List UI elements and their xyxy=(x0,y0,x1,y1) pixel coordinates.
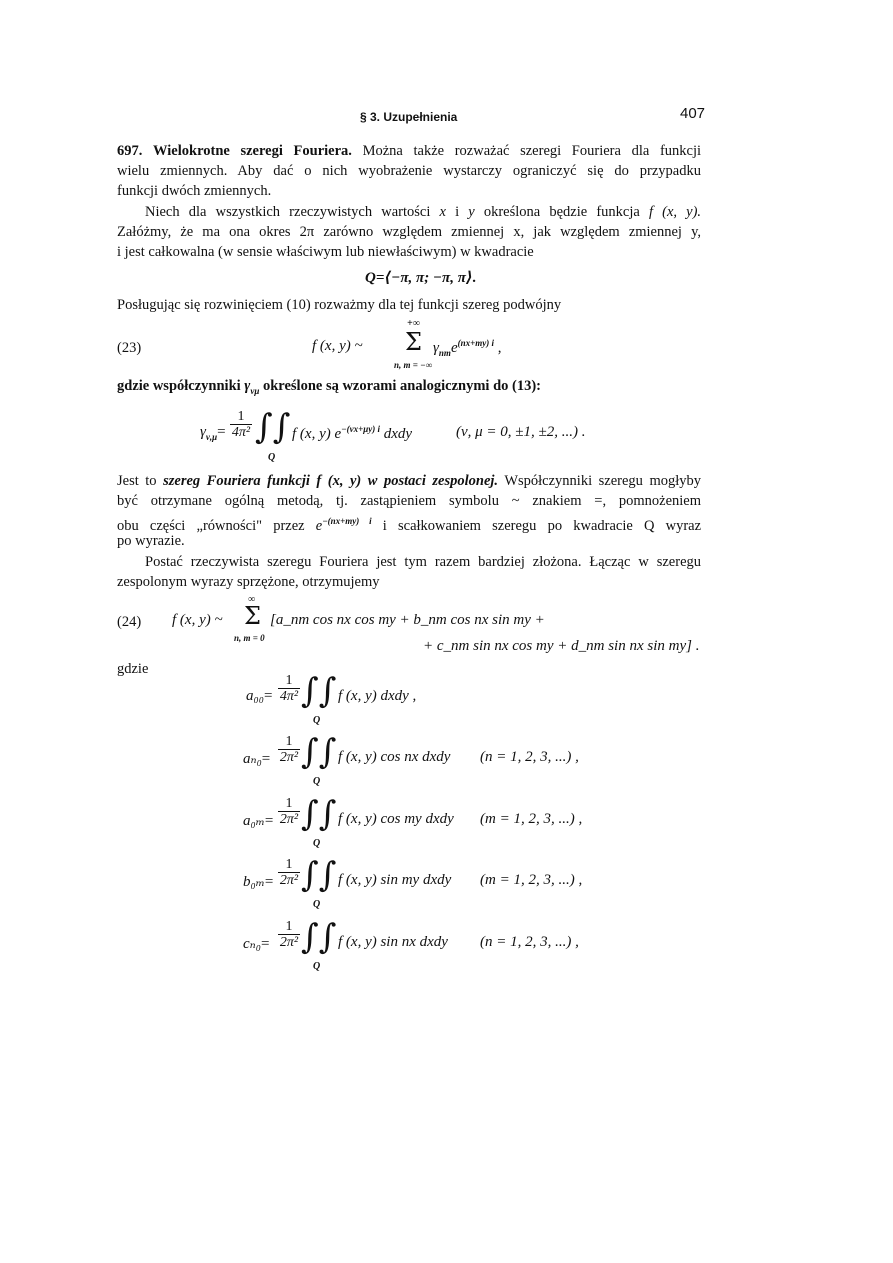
equation-q-region: Q=⟨−π, π; −π, π⟩. xyxy=(365,270,477,286)
formula-a00-integral: ∫∫ xyxy=(301,671,337,711)
sum-lower-limit: n, m = −∞ xyxy=(394,360,433,370)
section-number: 697. xyxy=(117,143,143,159)
defined-term: szereg Fouriera funkcji f (x, y) w postaci zespolonej. xyxy=(163,473,499,489)
equation-tag-23: (23) xyxy=(117,340,142,356)
formula-a00-body: f (x, y) dxdy , xyxy=(338,688,417,704)
differential: dxdy xyxy=(383,426,413,442)
page-number: 407 xyxy=(680,105,706,122)
formula-a00-lhs: a₀₀= xyxy=(246,688,273,704)
formula-a00-fraction: 1 4π² xyxy=(279,673,299,704)
paragraph-3: Posługując się rozwinięciem (10) rozważmy dla tej funkcji szereg podwójny xyxy=(117,297,562,313)
gamma-lhs: $\gamma_{\nu,\mu}=$ xyxy=(200,424,226,442)
equation-24-lhs: f (x, y) ~ xyxy=(172,612,223,628)
paragraph-4-line-3: obu części „równości" przez $e^{-(nx+my) i}$ i scałkowaniem szeregu po kwadracie Q wyraz xyxy=(117,516,702,534)
fraction-1-over-4pi2: 1 4π² xyxy=(231,409,251,440)
double-integral-sign: ∫∫ xyxy=(255,407,291,447)
superscript: (nx+my) i xyxy=(457,338,494,348)
formula-an0-integral: ∫∫ xyxy=(301,732,337,772)
text-fragment: Niech dla wszystkich rzeczywistych wartości xyxy=(145,204,431,220)
equation-23-lhs: f (x, y) ~ xyxy=(312,338,363,354)
formula-an0-fraction: 1 2π² xyxy=(279,734,299,765)
formula-an0-region: Q xyxy=(313,776,321,787)
text-fragment: określona będzie funkcja xyxy=(483,204,640,220)
gamma-condition: (ν, μ = 0, ±1, ±2, ...) . xyxy=(456,424,586,440)
formula-cn0-lhs: cₙ₀= xyxy=(243,936,270,952)
paragraph-4-line-4: po wyrazie. xyxy=(117,533,185,549)
formula-an0-condition: (n = 1, 2, 3, ...) , xyxy=(480,749,579,765)
formula-b0m-condition: (m = 1, 2, 3, ...) , xyxy=(480,872,583,888)
paragraph-697-line-2: wielu zmiennych. Aby dać o nich wyobrażenie wystarczy ograniczyć się do przypadku xyxy=(117,163,701,179)
formula-b0m-integral: ∫∫ xyxy=(301,855,337,895)
paragraph-2-line-1 xyxy=(145,203,701,221)
formula-an0-body: f (x, y) cos nx dxdy xyxy=(338,749,451,765)
formula-a0m-lhs: a₀ₘ= xyxy=(243,813,274,829)
equation-tag-24: (24) xyxy=(117,614,142,630)
sum-symbol: Σ xyxy=(405,328,422,356)
subscript: nm xyxy=(438,348,451,358)
formula-a0m-region: Q xyxy=(313,838,321,849)
formula-a0m-body: f (x, y) cos my dxdy xyxy=(338,811,454,827)
sum-lower-limit-24: n, m = 0 xyxy=(234,633,265,643)
math-fxy: f (x, y). xyxy=(648,204,702,220)
formula-cn0-integral: ∫∫ xyxy=(301,917,337,957)
paragraph-5-line-1: Postać rzeczywista szeregu Fouriera jest tym razem bardziej złożona. Łącząc w szeregu xyxy=(145,554,701,570)
text-fragment: i xyxy=(455,204,460,220)
integration-region: Q xyxy=(268,452,276,463)
formula-a0m-integral: ∫∫ xyxy=(301,794,337,834)
formula-a00-region: Q xyxy=(313,715,321,726)
sum-upper-limit: +∞ xyxy=(407,318,420,329)
equation-24-line-1: [a_nm cos nx cos my + b_nm cos nx sin my + xyxy=(270,612,545,628)
formula-a0m-fraction: 1 2π² xyxy=(279,796,299,827)
sum-upper-limit-24: ∞ xyxy=(248,594,256,605)
formula-b0m-lhs: b₀ₘ= xyxy=(243,874,274,890)
formula-cn0-fraction: 1 2π² xyxy=(279,919,299,950)
formula-b0m-body: f (x, y) sin my dxdy xyxy=(338,872,452,888)
sum-symbol-24: Σ xyxy=(244,602,261,630)
formula-a0m-condition: (m = 1, 2, 3, ...) , xyxy=(480,811,583,827)
paragraph-2-line-2: Załóżmy, że ma ona okres 2π zarówno względem zmiennej x, jak względem zmiennej y, xyxy=(117,224,701,240)
formula-b0m-region: Q xyxy=(313,899,321,910)
exp-base: e xyxy=(450,340,458,356)
gamma-integrand: f (x, y) $e^{-(\nu x+\mu y) i}$ dxdy xyxy=(292,424,413,442)
punctuation: , xyxy=(497,340,502,356)
section-title: Wielokrotne szeregi Fouriera. xyxy=(153,143,352,159)
text-fragment: gdzie współczynniki xyxy=(117,378,241,394)
equation-23-term xyxy=(433,338,501,358)
paragraph-4-line-2: być otrzymane ogólną metodą, tj. zastąpieniem symbolu ~ znakiem =, pomnożeniem xyxy=(117,493,701,509)
formula-cn0-body: f (x, y) sin nx dxdy xyxy=(338,934,448,950)
paragraph-2-line-3: i jest całkowalna (w sensie właściwym lub niewłaściwym) w kwadracie xyxy=(117,244,534,260)
math-x: x xyxy=(439,204,446,220)
formula-b0m-fraction: 1 2π² xyxy=(279,857,299,888)
text-fragment: określone są wzorami analogicznymi do (13): xyxy=(262,378,541,394)
paragraph-697-line-3: funkcji dwóch zmiennych. xyxy=(117,183,272,199)
coefficient-line xyxy=(117,377,701,400)
equation-24-line-2: + c_nm sin nx cos my + d_nm sin nx sin my] . xyxy=(423,638,700,654)
gamma-nu-mu: $\gamma_{\nu\mu}$ xyxy=(244,378,260,396)
paragraph-5-line-2: zespolonym wyrazy sprzężone, otrzymujemy xyxy=(117,574,380,590)
formula-cn0-region: Q xyxy=(313,961,321,972)
formula-cn0-condition: (n = 1, 2, 3, ...) , xyxy=(480,934,579,950)
paragraph-4-line-1: Jest to szereg Fouriera funkcji f (x, y) w postaci zespolonej. Współczynniki szeregu mogłyby xyxy=(117,473,702,489)
formula-an0-lhs: aₙ₀= xyxy=(243,751,271,767)
gamma-symbol: γ xyxy=(433,340,439,356)
math-y: y xyxy=(468,204,475,220)
running-header: § 3. Uzupełnienia xyxy=(360,110,458,124)
gdzie-label: gdzie xyxy=(117,661,149,677)
text-fragment: Można także rozważać szeregi Fouriera dla funkcji xyxy=(362,143,702,159)
paragraph-697-line-1 xyxy=(117,142,701,160)
